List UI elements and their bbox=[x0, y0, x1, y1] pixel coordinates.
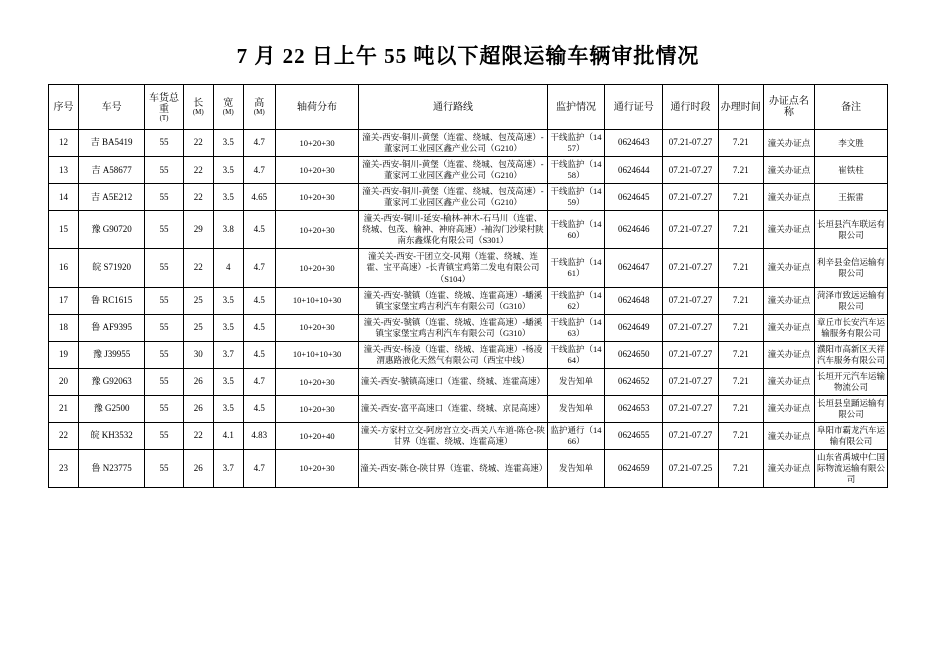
cell-route: 潼关-西安-富平高速口（连霍、绕城、京昆高速） bbox=[359, 395, 547, 422]
cell-guard: 干线监护（1463） bbox=[547, 314, 605, 341]
cell-axle: 10+10+10+30 bbox=[275, 287, 358, 314]
cell-period: 07.21-07.27 bbox=[663, 130, 719, 157]
cell-width: 4.1 bbox=[213, 423, 243, 450]
cell-length: 26 bbox=[183, 450, 213, 488]
table-row bbox=[49, 249, 888, 287]
cell-width: 3.7 bbox=[213, 450, 243, 488]
cell-period: 07.21-07.27 bbox=[663, 395, 719, 422]
cell-note: 李文胜 bbox=[815, 130, 888, 157]
cell-period: 07.21-07.27 bbox=[663, 368, 719, 395]
cell-length: 26 bbox=[183, 368, 213, 395]
cell-length: 25 bbox=[183, 314, 213, 341]
cell-axle: 10+20+30 bbox=[275, 249, 358, 287]
cell-route: 潼关-西安-铜川-黄堡（连霍、绕城、包茂高速）-董家河工业园区鑫产业公司（G210） bbox=[359, 157, 547, 184]
cell-weight: 55 bbox=[145, 249, 184, 287]
cell-guard: 干线监护（1459） bbox=[547, 184, 605, 211]
cell-plate: 鲁 AF9395 bbox=[78, 314, 144, 341]
cell-cert: 0624650 bbox=[605, 341, 663, 368]
cell-width: 4 bbox=[213, 249, 243, 287]
cell-date: 7.21 bbox=[718, 368, 763, 395]
cell-date: 7.21 bbox=[718, 184, 763, 211]
cell-weight: 55 bbox=[145, 314, 184, 341]
cell-guard: 干线监护（1460） bbox=[547, 211, 605, 249]
cell-length: 22 bbox=[183, 130, 213, 157]
cell-no: 13 bbox=[49, 157, 79, 184]
col-header-height: 高 (M) bbox=[243, 85, 275, 130]
cell-route: 潼关-西安-铜川-黄堡（连霍、绕城、包茂高速）-董家河工业园区鑫产业公司（G210） bbox=[359, 184, 547, 211]
cell-axle: 10+20+30 bbox=[275, 184, 358, 211]
cell-height: 4.5 bbox=[243, 287, 275, 314]
cell-period: 07.21-07.27 bbox=[663, 314, 719, 341]
cell-weight: 55 bbox=[145, 184, 184, 211]
cell-note: 菏泽市致远运输有限公司 bbox=[815, 287, 888, 314]
cell-date: 7.21 bbox=[718, 157, 763, 184]
cell-point: 潼关办证点 bbox=[763, 395, 814, 422]
col-header-weight: 车货总重 (T) bbox=[145, 85, 184, 130]
table-row bbox=[49, 157, 888, 184]
cell-guard: 监护通行（1466） bbox=[547, 423, 605, 450]
cell-width: 3.7 bbox=[213, 341, 243, 368]
col-header-cert: 通行证号 bbox=[605, 85, 663, 130]
cell-length: 29 bbox=[183, 211, 213, 249]
cell-axle: 10+20+30 bbox=[275, 157, 358, 184]
cell-width: 3.5 bbox=[213, 157, 243, 184]
cell-note: 利辛县金信运输有限公司 bbox=[815, 249, 888, 287]
table-row bbox=[49, 450, 888, 488]
cell-width: 3.8 bbox=[213, 211, 243, 249]
cell-point: 潼关办证点 bbox=[763, 211, 814, 249]
cell-route: 潼关-西安-铜川-黄堡（连霍、绕城、包茂高速）-董家河工业园区鑫产业公司（G210） bbox=[359, 130, 547, 157]
cell-height: 4.5 bbox=[243, 314, 275, 341]
cell-height: 4.7 bbox=[243, 450, 275, 488]
cell-point: 潼关办证点 bbox=[763, 450, 814, 488]
cell-route: 潼关-西安-陈仓-陕甘界（连霍、绕城、连霍高速） bbox=[359, 450, 547, 488]
cell-period: 07.21-07.27 bbox=[663, 341, 719, 368]
col-header-period: 通行时段 bbox=[663, 85, 719, 130]
table-row bbox=[49, 314, 888, 341]
cell-length: 25 bbox=[183, 287, 213, 314]
cell-point: 潼关办证点 bbox=[763, 287, 814, 314]
cell-period: 07.21-07.27 bbox=[663, 157, 719, 184]
cell-width: 3.5 bbox=[213, 130, 243, 157]
table-row bbox=[49, 368, 888, 395]
cell-plate: 豫 G90720 bbox=[78, 211, 144, 249]
cell-cert: 0624645 bbox=[605, 184, 663, 211]
col-header-guard: 监护情况 bbox=[547, 85, 605, 130]
cell-weight: 55 bbox=[145, 341, 184, 368]
cell-guard: 发告知单 bbox=[547, 368, 605, 395]
table-body bbox=[49, 130, 888, 488]
cell-note: 章丘市长安汽车运输服务有限公司 bbox=[815, 314, 888, 341]
cell-note: 王振雷 bbox=[815, 184, 888, 211]
cell-plate: 豫 G2500 bbox=[78, 395, 144, 422]
cell-axle: 10+10+10+30 bbox=[275, 341, 358, 368]
col-header-route: 通行路线 bbox=[359, 85, 547, 130]
cell-length: 22 bbox=[183, 249, 213, 287]
cell-cert: 0624659 bbox=[605, 450, 663, 488]
col-header-note: 备注 bbox=[815, 85, 888, 130]
cell-period: 07.21-07.25 bbox=[663, 450, 719, 488]
cell-axle: 10+20+30 bbox=[275, 395, 358, 422]
cell-height: 4.65 bbox=[243, 184, 275, 211]
cell-height: 4.5 bbox=[243, 341, 275, 368]
cell-note: 崔铁柱 bbox=[815, 157, 888, 184]
cell-plate: 鲁 N23775 bbox=[78, 450, 144, 488]
cell-route: 潼关-西安-铜川-延安-榆林-神木-石马川（连霍、绕城、包茂、榆神、神府高速）-袖沟门沙梁村陕南东鑫煤化有限公司（S301） bbox=[359, 211, 547, 249]
cell-period: 07.21-07.27 bbox=[663, 423, 719, 450]
col-header-no: 序号 bbox=[49, 85, 79, 130]
cell-date: 7.21 bbox=[718, 130, 763, 157]
table-row bbox=[49, 211, 888, 249]
cell-height: 4.7 bbox=[243, 249, 275, 287]
cell-weight: 55 bbox=[145, 211, 184, 249]
cell-no: 20 bbox=[49, 368, 79, 395]
cell-route: 潼关-西安-虢镇（连霍、绕城、连霍高速）-蟠溪镇宝家堡宝鸡吉利汽车有限公司（G310） bbox=[359, 287, 547, 314]
cell-note: 长垣县汽车联运有限公司 bbox=[815, 211, 888, 249]
cell-guard: 干线监护（1457） bbox=[547, 130, 605, 157]
col-header-point: 办证点名称 bbox=[763, 85, 814, 130]
cell-weight: 55 bbox=[145, 450, 184, 488]
cell-date: 7.21 bbox=[718, 450, 763, 488]
cell-plate: 皖 S71920 bbox=[78, 249, 144, 287]
cell-date: 7.21 bbox=[718, 314, 763, 341]
cell-point: 潼关办证点 bbox=[763, 314, 814, 341]
cell-height: 4.7 bbox=[243, 130, 275, 157]
cell-cert: 0624647 bbox=[605, 249, 663, 287]
cell-point: 潼关办证点 bbox=[763, 184, 814, 211]
table-row bbox=[49, 184, 888, 211]
col-header-date: 办理时间 bbox=[718, 85, 763, 130]
cell-no: 16 bbox=[49, 249, 79, 287]
cell-date: 7.21 bbox=[718, 423, 763, 450]
page-title: 7 月 22 日上午 55 吨以下超限运输车辆审批情况 bbox=[236, 44, 700, 68]
cell-plate: 吉 A5E212 bbox=[78, 184, 144, 211]
cell-point: 潼关办证点 bbox=[763, 341, 814, 368]
table-row bbox=[49, 130, 888, 157]
cell-no: 23 bbox=[49, 450, 79, 488]
cell-guard: 发告知单 bbox=[547, 395, 605, 422]
cell-height: 4.5 bbox=[243, 395, 275, 422]
cell-axle: 10+20+30 bbox=[275, 211, 358, 249]
cell-date: 7.21 bbox=[718, 211, 763, 249]
cell-plate: 鲁 RC1615 bbox=[78, 287, 144, 314]
cell-weight: 55 bbox=[145, 130, 184, 157]
cell-date: 7.21 bbox=[718, 287, 763, 314]
cell-no: 17 bbox=[49, 287, 79, 314]
cell-guard: 干线监护（1461） bbox=[547, 249, 605, 287]
col-header-axle: 轴荷分布 bbox=[275, 85, 358, 130]
cell-axle: 10+20+30 bbox=[275, 368, 358, 395]
cell-axle: 10+20+40 bbox=[275, 423, 358, 450]
cell-length: 26 bbox=[183, 395, 213, 422]
table-header-row bbox=[49, 85, 888, 130]
approval-table bbox=[48, 84, 888, 488]
cell-no: 15 bbox=[49, 211, 79, 249]
cell-cert: 0624646 bbox=[605, 211, 663, 249]
cell-no: 18 bbox=[49, 314, 79, 341]
cell-length: 22 bbox=[183, 184, 213, 211]
cell-guard: 干线监护（1462） bbox=[547, 287, 605, 314]
cell-route: 潼关-方家村立交-阿房宫立交-西关八车道-陈仓-陕甘界（连霍、绕城、连霍高速） bbox=[359, 423, 547, 450]
cell-cert: 0624655 bbox=[605, 423, 663, 450]
cell-plate: 皖 KH3532 bbox=[78, 423, 144, 450]
cell-guard: 发告知单 bbox=[547, 450, 605, 488]
table-row bbox=[49, 423, 888, 450]
cell-note: 阜阳市霸龙汽车运输有限公司 bbox=[815, 423, 888, 450]
cell-height: 4.7 bbox=[243, 157, 275, 184]
cell-no: 19 bbox=[49, 341, 79, 368]
cell-length: 30 bbox=[183, 341, 213, 368]
cell-cert: 0624652 bbox=[605, 368, 663, 395]
col-header-length: 长 (M) bbox=[183, 85, 213, 130]
cell-date: 7.21 bbox=[718, 249, 763, 287]
cell-weight: 55 bbox=[145, 287, 184, 314]
cell-no: 12 bbox=[49, 130, 79, 157]
cell-weight: 55 bbox=[145, 395, 184, 422]
cell-cert: 0624653 bbox=[605, 395, 663, 422]
cell-length: 22 bbox=[183, 423, 213, 450]
cell-axle: 10+20+30 bbox=[275, 314, 358, 341]
cell-weight: 55 bbox=[145, 157, 184, 184]
cell-cert: 0624649 bbox=[605, 314, 663, 341]
cell-axle: 10+20+30 bbox=[275, 130, 358, 157]
cell-weight: 55 bbox=[145, 368, 184, 395]
cell-date: 7.21 bbox=[718, 341, 763, 368]
table-row bbox=[49, 395, 888, 422]
cell-note: 长垣县皇踊运输有限公司 bbox=[815, 395, 888, 422]
cell-route: 潼关关-西安-干团立交-风翔（连霍、绕城、连霍、宝平高速）-长青镇宝鸡第二发电有限公司（S104） bbox=[359, 249, 547, 287]
cell-cert: 0624644 bbox=[605, 157, 663, 184]
cell-width: 3.5 bbox=[213, 368, 243, 395]
cell-point: 潼关办证点 bbox=[763, 249, 814, 287]
table-row bbox=[49, 287, 888, 314]
cell-weight: 55 bbox=[145, 423, 184, 450]
cell-point: 潼关办证点 bbox=[763, 157, 814, 184]
cell-guard: 干线监护（1464） bbox=[547, 341, 605, 368]
cell-height: 4.83 bbox=[243, 423, 275, 450]
cell-height: 4.7 bbox=[243, 368, 275, 395]
cell-point: 潼关办证点 bbox=[763, 423, 814, 450]
cell-route: 潼关-西安-杨凌（连霍、绕城、连霍高速）-杨凌渭惠路液化天然气有限公司（西宝中线） bbox=[359, 341, 547, 368]
cell-no: 14 bbox=[49, 184, 79, 211]
cell-route: 潼关-西安-虢镇（连霍、绕城、连霍高速）-蟠溪镇宝家堡宝鸡吉利汽车有限公司（G310） bbox=[359, 314, 547, 341]
cell-plate: 豫 J39955 bbox=[78, 341, 144, 368]
cell-no: 22 bbox=[49, 423, 79, 450]
cell-axle: 10+20+30 bbox=[275, 450, 358, 488]
cell-height: 4.5 bbox=[243, 211, 275, 249]
cell-width: 3.5 bbox=[213, 314, 243, 341]
cell-width: 3.5 bbox=[213, 395, 243, 422]
cell-period: 07.21-07.27 bbox=[663, 287, 719, 314]
cell-note: 山东省禹城中仁国际物流运输有限公司 bbox=[815, 450, 888, 488]
col-header-width: 宽 (M) bbox=[213, 85, 243, 130]
cell-plate: 吉 A58677 bbox=[78, 157, 144, 184]
cell-note: 濮阳市高新区天祥汽车服务有限公司 bbox=[815, 341, 888, 368]
cell-length: 22 bbox=[183, 157, 213, 184]
cell-plate: 豫 G92063 bbox=[78, 368, 144, 395]
cell-cert: 0624643 bbox=[605, 130, 663, 157]
cell-period: 07.21-07.27 bbox=[663, 184, 719, 211]
cell-point: 潼关办证点 bbox=[763, 130, 814, 157]
cell-guard: 干线监护（1458） bbox=[547, 157, 605, 184]
cell-period: 07.21-07.27 bbox=[663, 249, 719, 287]
cell-period: 07.21-07.27 bbox=[663, 211, 719, 249]
cell-date: 7.21 bbox=[718, 395, 763, 422]
cell-route: 潼关-西安-虢镇高速口（连霍、绕城、连霍高速） bbox=[359, 368, 547, 395]
cell-width: 3.5 bbox=[213, 184, 243, 211]
cell-no: 21 bbox=[49, 395, 79, 422]
cell-width: 3.5 bbox=[213, 287, 243, 314]
cell-plate: 吉 BA5419 bbox=[78, 130, 144, 157]
cell-point: 潼关办证点 bbox=[763, 368, 814, 395]
cell-cert: 0624648 bbox=[605, 287, 663, 314]
cell-note: 长垣开元汽车运输物流公司 bbox=[815, 368, 888, 395]
table-row bbox=[49, 341, 888, 368]
col-header-plate: 车号 bbox=[78, 85, 144, 130]
